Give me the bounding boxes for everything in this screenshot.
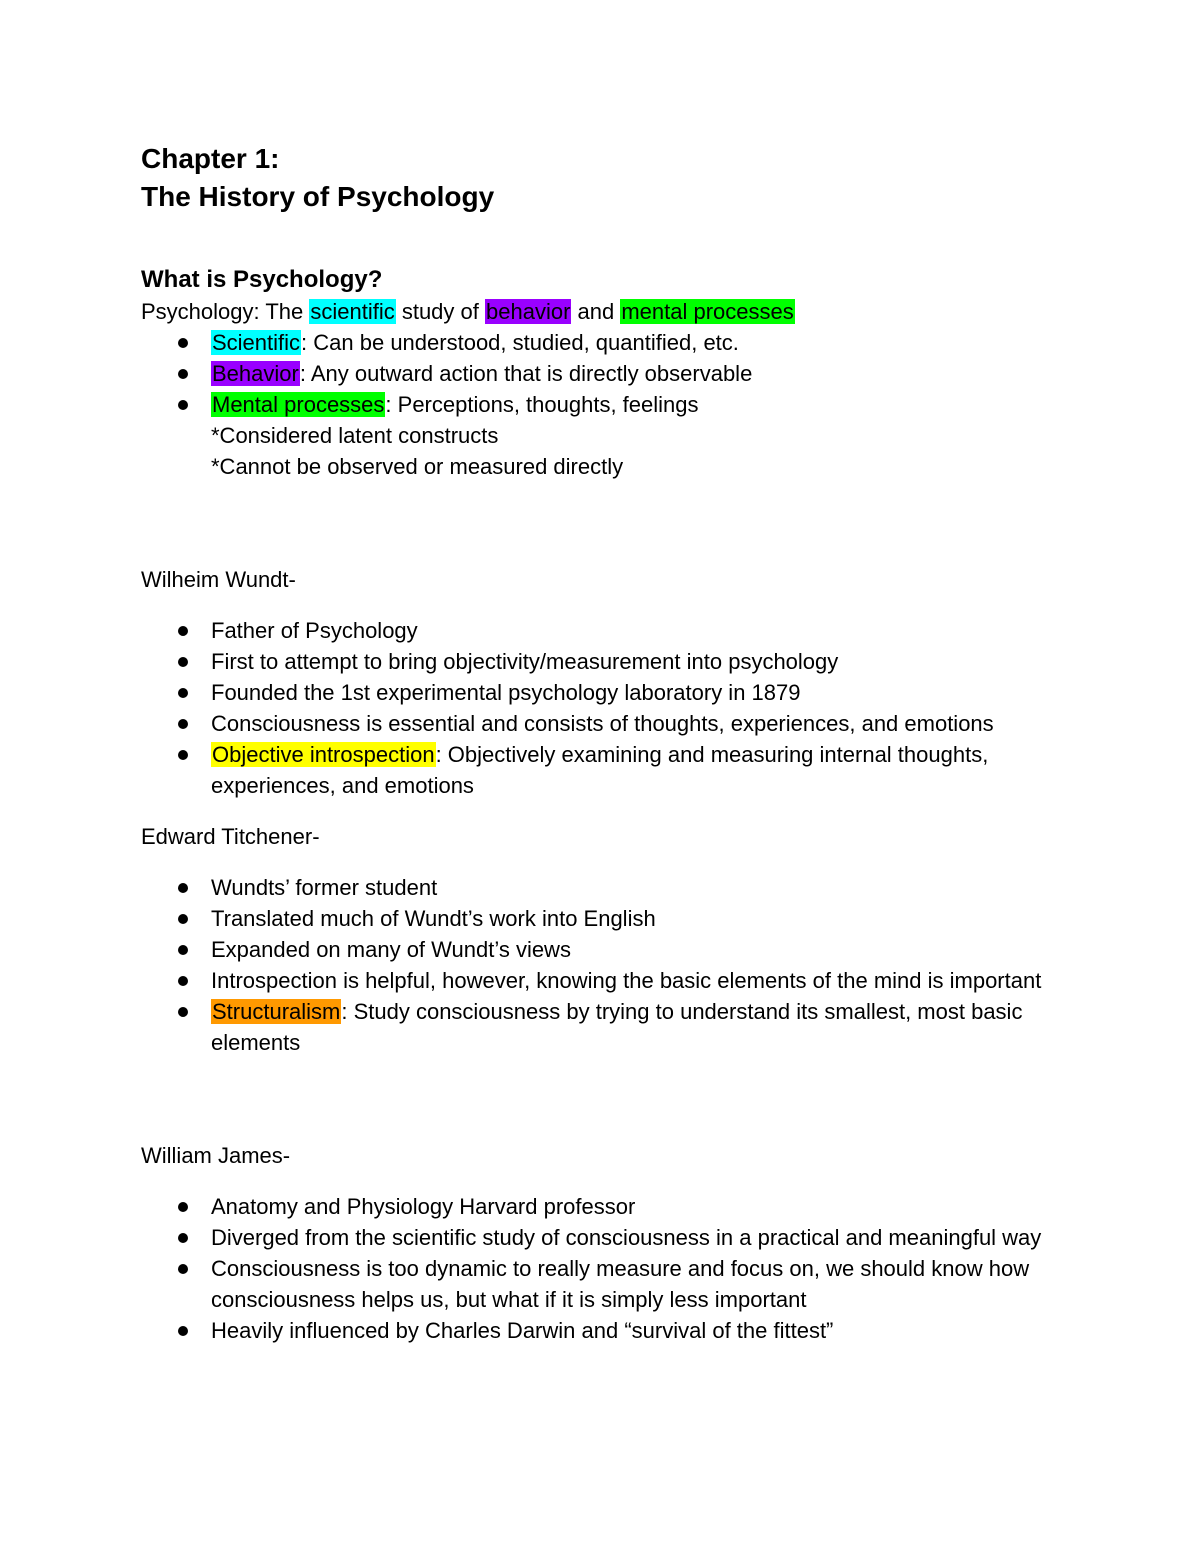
psychology-definition	[141, 296, 1071, 327]
bullet-icon	[178, 369, 188, 379]
document-page	[141, 140, 1071, 1346]
term-highlight: Objective introspection	[212, 742, 435, 767]
bullet-icon	[178, 1007, 188, 1017]
chapter-title: The History of Psychology	[141, 181, 495, 212]
term-highlight: Scientific	[212, 330, 301, 355]
definition-prefix: Psychology: The	[141, 299, 310, 324]
list-item	[141, 389, 1071, 420]
titchener-heading: Edward Titchener-	[141, 824, 320, 849]
list-item	[141, 1253, 1071, 1315]
list-item-text: Heavily influenced by Charles Darwin and “survival of the fittest”	[211, 1318, 834, 1343]
bullet-icon	[178, 1233, 188, 1243]
list-item	[141, 358, 1071, 389]
list-item-text: Translated much of Wundt’s work into English	[211, 906, 656, 931]
list-item	[141, 996, 1071, 1058]
definition-mid2: and	[571, 299, 621, 324]
term-definition: : Can be understood, studied, quantified, etc.	[301, 330, 739, 355]
list-item	[141, 646, 1071, 677]
wundt-list	[141, 615, 1071, 801]
term-definition: : Objectively examining and measuring internal thoughts, experiences, and emotions	[211, 742, 989, 798]
bullet-icon	[178, 400, 188, 410]
bullet-icon	[178, 1326, 188, 1336]
term-highlight: Behavior	[212, 361, 299, 386]
term-definition: : Study consciousness by trying to understand its smallest, most basic elements	[211, 999, 1023, 1055]
list-item	[141, 739, 1071, 801]
bullet-icon	[178, 1202, 188, 1212]
term-definition: : Any outward action that is directly observable	[299, 361, 753, 386]
highlight-scientific: scientific	[310, 299, 395, 324]
list-item	[141, 708, 1071, 739]
note: *Considered latent constructs	[211, 423, 499, 448]
list-item-text: Anatomy and Physiology Harvard professor	[211, 1194, 636, 1219]
note: *Cannot be observed or measured directly	[211, 454, 624, 479]
list-item	[141, 872, 1071, 903]
james-list	[141, 1191, 1071, 1346]
list-item-text: Expanded on many of Wundt’s views	[211, 937, 571, 962]
list-item-text: First to attempt to bring objectivity/measurement into psychology	[211, 649, 839, 674]
highlight-behavior: behavior	[486, 299, 571, 324]
bullet-icon	[178, 338, 188, 348]
bullet-icon	[178, 657, 188, 667]
list-item	[141, 1191, 1071, 1222]
chapter-number: Chapter 1:	[141, 143, 280, 174]
term-definition: : Perceptions, thoughts, feelings	[385, 392, 699, 417]
list-item-text: Introspection is helpful, however, knowing the basic elements of the mind is important	[211, 968, 1042, 993]
james-heading: William James-	[141, 1143, 291, 1168]
section-heading: What is Psychology?	[141, 266, 383, 293]
term-highlight: Structuralism	[212, 999, 341, 1024]
list-item-text: Consciousness is essential and consists of thoughts, experiences, and emotions	[211, 711, 994, 736]
term-highlight: Mental processes	[212, 392, 385, 417]
list-item	[141, 615, 1071, 646]
list-item	[141, 934, 1071, 965]
bullet-icon	[178, 626, 188, 636]
wundt-heading: Wilheim Wundt-	[141, 567, 296, 592]
list-item	[141, 965, 1071, 996]
bullet-icon	[178, 719, 188, 729]
list-item	[141, 1315, 1071, 1346]
bullet-icon	[178, 883, 188, 893]
bullet-icon	[178, 688, 188, 698]
bullet-icon	[178, 976, 188, 986]
highlight-mental-processes: mental processes	[621, 299, 794, 324]
definition-list	[141, 327, 1071, 420]
definition-mid1: study of	[395, 299, 485, 324]
bullet-icon	[178, 1264, 188, 1274]
bullet-icon	[178, 914, 188, 924]
list-item	[141, 677, 1071, 708]
bullet-icon	[178, 750, 188, 760]
list-item-text: Diverged from the scientific study of consciousness in a practical and meaningful way	[211, 1225, 1042, 1250]
list-item-text: Consciousness is too dynamic to really measure and focus on, we should know how consciousness helps us, but what if it is simply less important	[211, 1256, 1030, 1312]
list-item	[141, 903, 1071, 934]
list-item	[141, 327, 1071, 358]
bullet-icon	[178, 945, 188, 955]
list-item-text: Father of Psychology	[211, 618, 418, 643]
list-item-text: Founded the 1st experimental psychology laboratory in 1879	[211, 680, 801, 705]
list-item-text: Wundts’ former student	[211, 875, 438, 900]
titchener-list	[141, 872, 1071, 1058]
list-item	[141, 1222, 1071, 1253]
